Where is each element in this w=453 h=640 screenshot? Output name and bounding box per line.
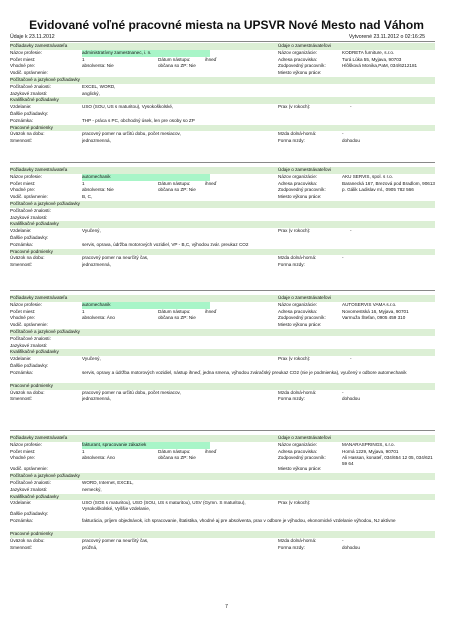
start-date-value: ihneď	[205, 56, 217, 62]
field-label: Zodpovedný pracovník:	[278, 455, 326, 461]
field-row	[10, 370, 435, 383]
section-header	[10, 249, 435, 256]
field-label: Poznámka:	[10, 369, 33, 375]
field-row	[10, 215, 435, 222]
practice-value: -	[350, 356, 352, 362]
field-label: Názov organizácie:	[278, 301, 318, 307]
created-date: Vytvorené 23.11.2012 o 02:16:25	[348, 34, 425, 40]
field-label: Názov profesie:	[10, 441, 42, 447]
field-row	[10, 181, 435, 188]
section-header	[10, 221, 435, 228]
field-row	[10, 91, 435, 98]
field-label: Počítačové znalosti:	[10, 207, 51, 213]
field-label: Forma mzdy:	[278, 544, 305, 550]
field-label: Vzdelanie:	[10, 356, 32, 362]
education-value: USO (SOS s maturitou), USO (SOU, US s maturitou), USV (Gymn. S maturitou), Vysokoškolské, Vyššie vzdelanie,	[82, 500, 246, 511]
field-row	[10, 242, 435, 249]
divider	[10, 290, 435, 291]
field-label: Ďalšie požiadavky:	[10, 511, 49, 517]
start-date-value: ihneď	[205, 308, 217, 314]
data-date: Údaje k 23.11.2012	[10, 34, 55, 40]
contract-value: pracovný pomer na určitú dobu, počet mesiacov,	[82, 131, 181, 137]
profession-value: fakturant, spracovanie zákaziek	[82, 442, 210, 449]
field-label: Vzdelanie:	[10, 104, 32, 110]
salary-value: -	[342, 389, 344, 395]
field-label: Dátum nástupu:	[158, 180, 191, 186]
field-label: Vzdelanie:	[10, 228, 32, 234]
profession-value: automechanik	[82, 302, 210, 309]
section-label: Kvalifikačné požiadavky	[10, 97, 59, 103]
field-label: Úväzok na dobu:	[10, 255, 45, 261]
field-label: Mzda dolná-horná:	[278, 255, 317, 261]
field-label: Ďalšie požiadavky:	[10, 110, 49, 116]
section-label: Pracovné podmienky	[10, 248, 53, 254]
field-row	[10, 50, 435, 57]
field-row	[10, 131, 435, 138]
field-row	[10, 511, 435, 518]
section-label: Požiadavky zamestnávateľa	[10, 43, 68, 48]
field-label: Poznámka:	[10, 518, 33, 524]
note-value: fakturácia, príjem objednávok, ich spracovanie, štatistika, vhodné aj pre absolventa, prax v odbore je výhodou, ekonomické vzdelanie výhodou, NJ aktívne	[82, 518, 396, 524]
shift-value: jednozmenná,	[82, 138, 111, 144]
contract-value: pracovný pomer na určitú dobu, počet mesiacov,	[82, 389, 181, 395]
field-row	[10, 111, 435, 118]
graduate-value: absolventa: Nie	[82, 63, 114, 69]
count-value: 1	[82, 448, 85, 454]
section-header	[10, 295, 435, 302]
shift-value: jednozmenná,	[82, 262, 111, 268]
salary-value: -	[342, 537, 344, 543]
profession-value: administratívny zamestnanec, i. n.	[82, 50, 210, 57]
field-row	[10, 390, 435, 397]
section-header	[10, 77, 435, 84]
field-row	[10, 228, 435, 235]
field-label: Počet miest:	[10, 56, 36, 62]
field-label: Jazykové znalosti:	[10, 214, 48, 220]
address-value: Turá Lúka 55, Myjava, 90703	[342, 56, 402, 62]
field-label: Zodpovedný pracovník:	[278, 63, 326, 69]
section-header	[10, 494, 435, 501]
field-label: Názov organizácie:	[278, 173, 318, 179]
field-row	[10, 174, 435, 181]
field-row	[10, 84, 435, 91]
field-row	[10, 363, 435, 370]
field-label: Zodpovedný pracovník:	[278, 187, 326, 193]
divider	[10, 41, 435, 42]
field-label: Názov organizácie:	[278, 441, 318, 447]
field-label: Smennosť:	[10, 138, 33, 144]
disabled-value: občana so ZP: Nie	[158, 63, 196, 69]
field-label: Miesto výkonu práce:	[278, 194, 322, 200]
field-label: Forma mzdy:	[278, 262, 305, 268]
field-label: Dátum nástupu:	[158, 308, 191, 314]
section-label: Údaje o zamestnávateľovi	[278, 295, 331, 300]
field-label: Počet miest:	[10, 180, 36, 186]
field-row	[10, 356, 435, 363]
field-label: Vhodné pre:	[10, 63, 36, 69]
field-row	[10, 63, 435, 70]
education-value: Vyučený,	[82, 356, 101, 362]
field-label: Vodič. oprávnenie:	[10, 194, 48, 200]
field-row	[10, 336, 435, 343]
section-header	[10, 43, 435, 50]
address-value: Novomestská 16, Myjava, 90701	[342, 308, 409, 314]
field-label: Poznámka:	[10, 241, 33, 247]
field-label: Adresa pracoviska:	[278, 56, 318, 62]
pay-form-value: dohodou	[342, 396, 360, 402]
section-label: Požiadavky zamestnávateľa	[10, 295, 68, 300]
field-row	[10, 208, 435, 215]
field-row	[10, 518, 435, 531]
field-label: Vodič. oprávnenie:	[10, 322, 48, 328]
field-label: Úväzok na dobu:	[10, 131, 45, 137]
language-value: nemecký,	[82, 486, 102, 492]
field-label: Mzda dolná-horná:	[278, 131, 317, 137]
field-row	[10, 442, 435, 449]
page-number: 7	[225, 604, 228, 610]
pc-skills-value: EXCEL, WORD,	[82, 83, 116, 89]
field-label: Počet miest:	[10, 448, 36, 454]
section-label: Údaje o zamestnávateľovi	[278, 435, 331, 440]
field-label: Mzda dolná-horná:	[278, 389, 317, 395]
field-label: Miesto výkonu práce:	[278, 466, 322, 472]
section-header	[10, 383, 435, 390]
disabled-value: občana so ZP: Nie	[158, 315, 196, 321]
field-row	[10, 235, 435, 242]
field-label: Forma mzdy:	[278, 138, 305, 144]
field-label: Adresa pracoviska:	[278, 308, 318, 314]
disabled-value: občana so ZP: Nie	[158, 455, 196, 461]
section-header	[10, 531, 435, 538]
divider	[10, 162, 435, 163]
field-label: Prax (v rokoch):	[278, 104, 311, 110]
count-value: 1	[82, 180, 85, 186]
field-label: Počet miest:	[10, 308, 36, 314]
field-label: Počítačové znalosti:	[10, 83, 51, 89]
field-label: Jazykové znalosti:	[10, 90, 48, 96]
section-header	[10, 349, 435, 356]
divider	[10, 430, 435, 431]
field-label: Názov profesie:	[10, 173, 42, 179]
field-row	[10, 538, 435, 545]
field-label: Prax (v rokoch):	[278, 228, 311, 234]
section-label: Pracovné podmienky	[10, 382, 53, 388]
address-value: Horná 1229, Myjava, 90701	[342, 448, 399, 454]
driver-value: B, C,	[82, 194, 93, 200]
field-row	[10, 187, 435, 194]
profession-value: automechanik	[82, 174, 210, 181]
job-listing	[10, 43, 435, 145]
section-label: Údaje o zamestnávateľovi	[278, 43, 331, 48]
practice-value: -	[350, 104, 352, 110]
start-date-value: ihneď	[205, 448, 217, 454]
field-label: Zodpovedný pracovník:	[278, 315, 326, 321]
field-row	[10, 396, 435, 403]
section-header	[10, 435, 435, 442]
field-row	[10, 302, 435, 309]
field-label: Prax (v rokoch):	[278, 356, 311, 362]
education-value: USO (SOU, US s maturitou), Vysokoškolské,	[82, 104, 174, 110]
section-header	[10, 97, 435, 104]
field-row	[10, 487, 435, 494]
field-label: Vzdelanie:	[10, 500, 32, 506]
field-row	[10, 262, 435, 269]
pay-form-value: dohodou	[342, 544, 360, 550]
salary-value: -	[342, 255, 344, 261]
page-title: Evidované voľné pracovné miesta na UPSVR Nové Mesto nad Váhom	[29, 18, 424, 32]
field-label: Ďalšie požiadavky:	[10, 234, 49, 240]
field-label: Jazykové znalosti:	[10, 486, 48, 492]
practice-value: -	[350, 228, 352, 234]
contact-value: p. Gálik Ladislav ml., 0905 782 566	[342, 187, 414, 193]
language-value: anglický,	[82, 90, 100, 96]
field-label: Smennosť:	[10, 544, 33, 550]
field-row	[10, 466, 435, 473]
job-listing	[10, 435, 435, 552]
field-label: Názov profesie:	[10, 301, 42, 307]
section-label: Počítačové a jazykové požiadavky	[10, 328, 80, 334]
pay-form-value: dohodou	[342, 138, 360, 144]
field-row	[10, 138, 435, 145]
shift-value: jednozmenná,	[82, 396, 111, 402]
contract-value: pracovný pomer na neurčitý čas,	[82, 537, 149, 543]
field-label: Ďalšie požiadavky:	[10, 362, 49, 368]
field-row	[10, 449, 435, 456]
field-label: Počítačové znalosti:	[10, 335, 51, 341]
address-value: Baranecká 167, Brezová pod Bradlom, 90613	[342, 180, 435, 186]
field-label: Miesto výkonu práce:	[278, 70, 322, 76]
section-label: Počítačové a jazykové požiadavky	[10, 76, 80, 82]
section-label: Požiadavky zamestnávateľa	[10, 435, 68, 440]
field-label: Forma mzdy:	[278, 396, 305, 402]
section-header	[10, 125, 435, 132]
organization-value: MANARASPRINGS, s.r.o.	[342, 441, 395, 447]
section-label: Požiadavky zamestnávateľa	[10, 167, 68, 172]
disabled-value: občana so ZP: Nie	[158, 187, 196, 193]
field-row	[10, 322, 435, 329]
section-label: Kvalifikačné požiadavky	[10, 221, 59, 227]
field-row	[10, 315, 435, 322]
contact-value: Hlôšková Monika,PaM, 034/6212181	[342, 63, 418, 69]
section-header	[10, 329, 435, 336]
salary-value: -	[342, 131, 344, 137]
section-label: Kvalifikačné požiadavky	[10, 493, 59, 499]
field-row	[10, 455, 435, 466]
graduate-value: absolventa: Áno	[82, 455, 115, 461]
note-value: servis, opravy a údržba motorových vozidiel, nástup ihneď, jedna smena, výhodou zváračský preukaz CO2 (nie je podmienka), vyučený v odbore automechanik	[82, 369, 407, 375]
job-listing	[10, 167, 435, 269]
field-label: Dátum nástupu:	[158, 448, 191, 454]
section-label: Pracovné podmienky	[10, 124, 53, 130]
field-label: Smennosť:	[10, 262, 33, 268]
education-value: Vyučený,	[82, 228, 101, 234]
field-label: Dátum nástupu:	[158, 56, 191, 62]
field-row	[10, 194, 435, 201]
field-label: Jazykové znalosti:	[10, 342, 48, 348]
field-label: Počítačové znalosti:	[10, 479, 51, 485]
field-row	[10, 500, 435, 511]
field-label: Vodič. oprávnenie:	[10, 70, 48, 76]
field-row	[10, 118, 435, 125]
field-label: Úväzok na dobu:	[10, 389, 45, 395]
field-row	[10, 70, 435, 77]
field-label: Úväzok na dobu:	[10, 537, 45, 543]
field-label: Názov profesie:	[10, 49, 42, 55]
field-label: Vodič. oprávnenie:	[10, 466, 48, 472]
section-label: Pracovné podmienky	[10, 531, 53, 537]
section-header	[10, 201, 435, 208]
field-label: Vhodné pre:	[10, 315, 36, 321]
start-date-value: ihneď	[205, 180, 217, 186]
note-value: servis, oprava, údržba motorových vozidiel, VP - B,C, výhodou zvár. preukaz CO2	[82, 241, 249, 247]
field-label: Prax (v rokoch):	[278, 500, 311, 506]
graduate-value: absolventa: Áno	[82, 315, 115, 321]
contract-value: pracovný pomer na neurčitý čas,	[82, 255, 149, 261]
organization-value: KODRETA furniture, s.r.o.	[342, 49, 395, 55]
section-label: Počítačové a jazykové požiadavky	[10, 200, 80, 206]
field-label: Smennosť:	[10, 396, 33, 402]
count-value: 1	[82, 56, 85, 62]
field-label: Adresa pracoviska:	[278, 180, 318, 186]
contact-value: Ali Hassan, konateľ, 034/654 12 05, 034/621 59 64	[342, 455, 433, 466]
section-label: Počítačové a jazykové požiadavky	[10, 473, 80, 479]
shift-value: prúžná,	[82, 544, 98, 550]
note-value: THP - práca s PC, obchodný úsek, len pre osoby so ZP	[82, 117, 195, 123]
field-label: Vhodné pre:	[10, 187, 36, 193]
field-label: Adresa pracoviska:	[278, 448, 318, 454]
pc-skills-value: WORD, Internet, EXCEL,	[82, 479, 134, 485]
section-header	[10, 473, 435, 480]
job-listing	[10, 295, 435, 403]
section-header	[10, 167, 435, 174]
field-row	[10, 255, 435, 262]
field-label: Poznámka:	[10, 117, 33, 123]
field-label: Mzda dolná-horná:	[278, 537, 317, 543]
field-row	[10, 343, 435, 350]
organization-value: AKU SERVIS, spol. s r.o.	[342, 173, 393, 179]
field-row	[10, 309, 435, 316]
field-label: Miesto výkonu práce:	[278, 322, 322, 328]
field-row	[10, 57, 435, 64]
field-row	[10, 545, 435, 552]
contact-value: Varmuža Štefan, 0905 459 310	[342, 315, 406, 321]
section-label: Kvalifikačné požiadavky	[10, 349, 59, 355]
field-row	[10, 104, 435, 111]
organization-value: AUTOSERVIS VAMA s.r.o.	[342, 301, 397, 307]
field-label: Vhodné pre:	[10, 455, 36, 461]
section-label: Údaje o zamestnávateľovi	[278, 167, 331, 172]
field-row	[10, 480, 435, 487]
graduate-value: absolventa: Nie	[82, 187, 114, 193]
field-label: Názov organizácie:	[278, 49, 318, 55]
count-value: 1	[82, 308, 85, 314]
